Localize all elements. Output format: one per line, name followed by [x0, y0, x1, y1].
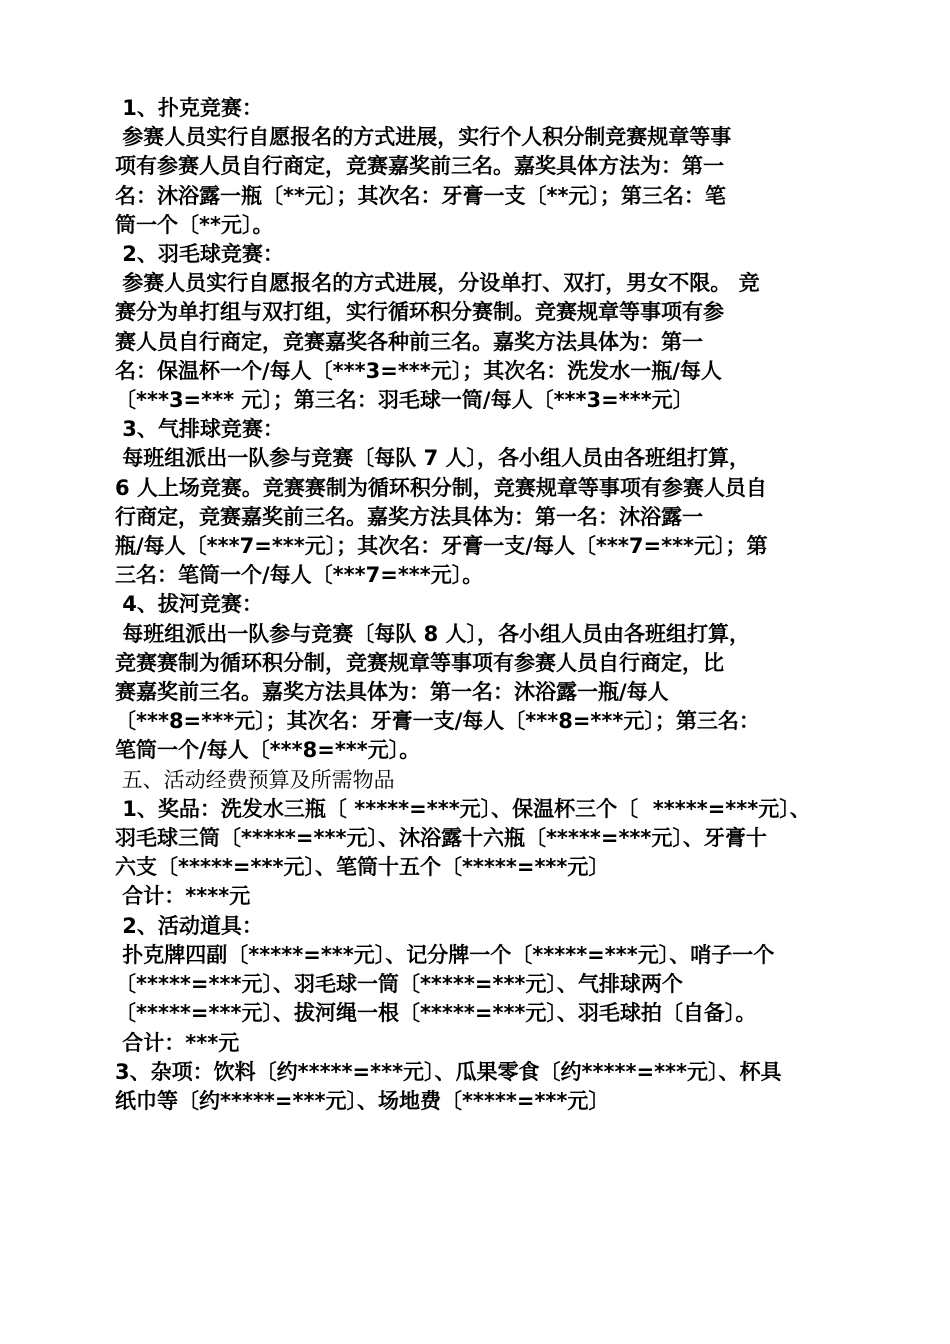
text-line: 〔***3=*** 元〕；第三名：羽毛球一筒/每人〔***3=***元〕 [115, 388, 694, 413]
text-line: 参赛人员实行自愿报名的方式进展，实行个人积分制竞赛规章等事 [115, 125, 732, 150]
section-heading: 3、杂项：饮料〔约*****=***元〕、瓜果零食〔约*****=***元〕、杯具 [115, 1059, 782, 1084]
text-line: 竞赛赛制为循环积分制，竞赛规章等事项有参赛人员自行商定，比 [115, 650, 724, 675]
section-heading: 1、扑克竞赛： [115, 96, 263, 120]
text-line: 每班组派出一队参与竞赛〔每队 7 人〕，各小组人员由各班组打算， [115, 446, 751, 471]
document-body [115, 94, 860, 1116]
text-line: 名：沐浴露一瓶〔**元〕；其次名：牙膏一支〔**元〕；第三名：笔 [115, 183, 726, 208]
text-line: 行商定，竞赛嘉奖前三名。嘉奖方法具体为：第一名：沐浴露一 [115, 504, 703, 529]
section-heading: 2、羽毛球竞赛： [115, 242, 284, 267]
section-heading: 4、拔河竞赛： [115, 592, 263, 617]
text-line: 六支〔*****=***元〕、笔筒十五个〔*****=***元〕 [115, 855, 610, 880]
text-line: 合计：***元 [115, 1030, 240, 1055]
text-line: 赛嘉奖前三名。嘉奖方法具体为：第一名：沐浴露一瓶/每人 [115, 680, 669, 705]
text-line: 〔*****=***元〕、拔河绳一根〔*****=***元〕、羽毛球拍〔自备〕。 [115, 1001, 757, 1026]
text-line: 纸巾等〔约*****=***元〕、场地费〔*****=***元〕 [115, 1088, 610, 1113]
text-line: 每班组派出一队参与竞赛〔每队 8 人〕，各小组人员由各班组打算， [115, 621, 751, 646]
section-heading: 2、活动道具： [115, 913, 263, 938]
text-line: 项有参赛人员自行商定，竞赛嘉奖前三名。嘉奖具体方法为：第一 [115, 154, 724, 179]
text-line: 羽毛球三筒〔*****=***元〕、沐浴露十六瓶〔*****=***元〕、牙膏十 [115, 826, 767, 851]
text-line: 6 人上场竞赛。竞赛赛制为循环积分制，竞赛规章等事项有参赛人员自 [115, 475, 767, 500]
text-line: 赛人员自行商定，竞赛嘉奖各种前三名。嘉奖方法具体为：第一 [115, 329, 703, 354]
text-line: 筒一个〔**元〕。 [115, 212, 274, 237]
text-line: 扑克牌四副〔*****=***元〕、记分牌一个〔*****=***元〕、哨子一个 [115, 942, 775, 967]
text-line: 名：保温杯一个/每人〔***3=***元〕；其次名：洗发水一瓶/每人 [115, 358, 722, 383]
text-line: 参赛人员实行自愿报名的方式进展，分设单打、双打，男女不限。 竞 [115, 271, 760, 296]
section-heading: 1、奖品：洗发水三瓶〔 *****=***元〕、保温杯三个〔 *****=***元〕、 [115, 796, 811, 821]
text-line: 笔筒一个/每人〔***8=***元〕。 [115, 738, 421, 763]
section-heading: 3、气排球竞赛： [115, 417, 284, 442]
text-line: 〔*****=***元〕、羽毛球一筒〔*****=***元〕、气排球两个 [115, 972, 683, 997]
text-line: 瓶/每人〔***7=***元〕；其次名：牙膏一支/每人〔***7=***元〕；第 [115, 534, 768, 559]
text-line: 合计：****元 [115, 884, 251, 909]
text-line: 〔***8=***元〕；其次名：牙膏一支/每人〔***8=***元〕；第三名： [115, 709, 760, 734]
text-line: 赛分为单打组与双打组，实行循环积分赛制。竞赛规章等事项有参 [115, 300, 724, 325]
section-heading: 五、活动经费预算及所需物品 [115, 767, 395, 792]
text-line: 三名：笔筒一个/每人〔***7=***元〕。 [115, 563, 484, 588]
